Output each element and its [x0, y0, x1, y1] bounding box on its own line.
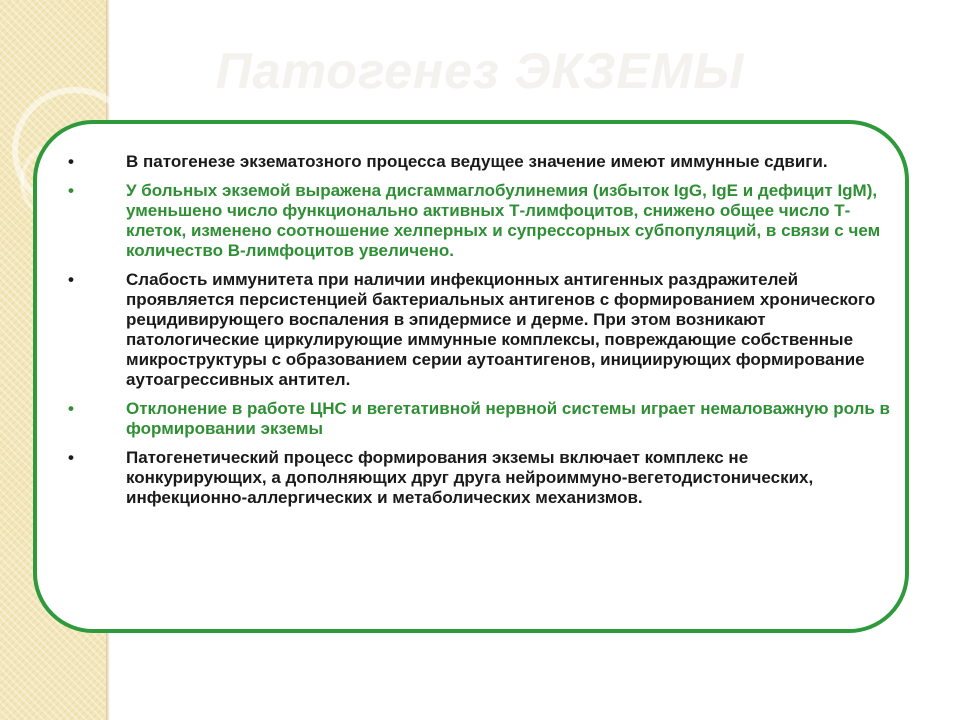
- bullet-item-1: [68, 152, 892, 172]
- bullet-dot-icon: •: [68, 399, 74, 418]
- bullet-text: Отклонение в работе ЦНС и вегетативной нервной системы играет немаловажную роль в формировании экземы: [126, 399, 891, 438]
- bullet-text: У больных экземой выражена дисгаммаглобулинемия (избыток IgG, IgE и дефицит IgM), уменьшено число функционально активных Т-лимфоцитов, снижено общее число Т-клеток, изменено соотношение хелперных и супрессорных субпопуляций, в связи с чем количество В-лимфоцитов увеличено.: [126, 181, 881, 260]
- bullet-dot-icon: •: [68, 270, 74, 289]
- bullet-dot-icon: •: [68, 448, 74, 467]
- bullet-dot-icon: •: [68, 181, 74, 200]
- slide-title: Патогенез ЭКЗЕМЫ: [215, 43, 745, 99]
- bullet-dot-icon: •: [68, 152, 74, 171]
- bullet-list: [68, 152, 892, 517]
- bullet-item-4: [68, 399, 892, 439]
- bullet-text: Слабость иммунитета при наличии инфекционных антигенных раздражителей проявляется персистенцией бактериальных антигенов с формированием хронического рецидивирующего воспаления в эпидермисе и дерме. При этом возникают патологические циркулирующие иммунные комплексы, повреждающие собственные микроструктуры с образованием серии аутоантигенов, инициирующих формирование аутоагрессивных антител.: [126, 270, 876, 389]
- bullet-text: Патогенетический процесс формирования экземы включает комплекс не конкурирующих, а дополняющих друг друга нейроиммуно-вегетодистонических, инфекционно-аллергических и метаболических механизмов.: [126, 448, 814, 507]
- content-frame: [33, 120, 909, 633]
- bullet-item-5: [68, 448, 892, 508]
- bullet-item-3: [68, 270, 892, 390]
- bullet-item-2: [68, 181, 892, 261]
- bullet-text: В патогенезе экзематозного процесса ведущее значение имеют иммунные сдвиги.: [126, 152, 828, 171]
